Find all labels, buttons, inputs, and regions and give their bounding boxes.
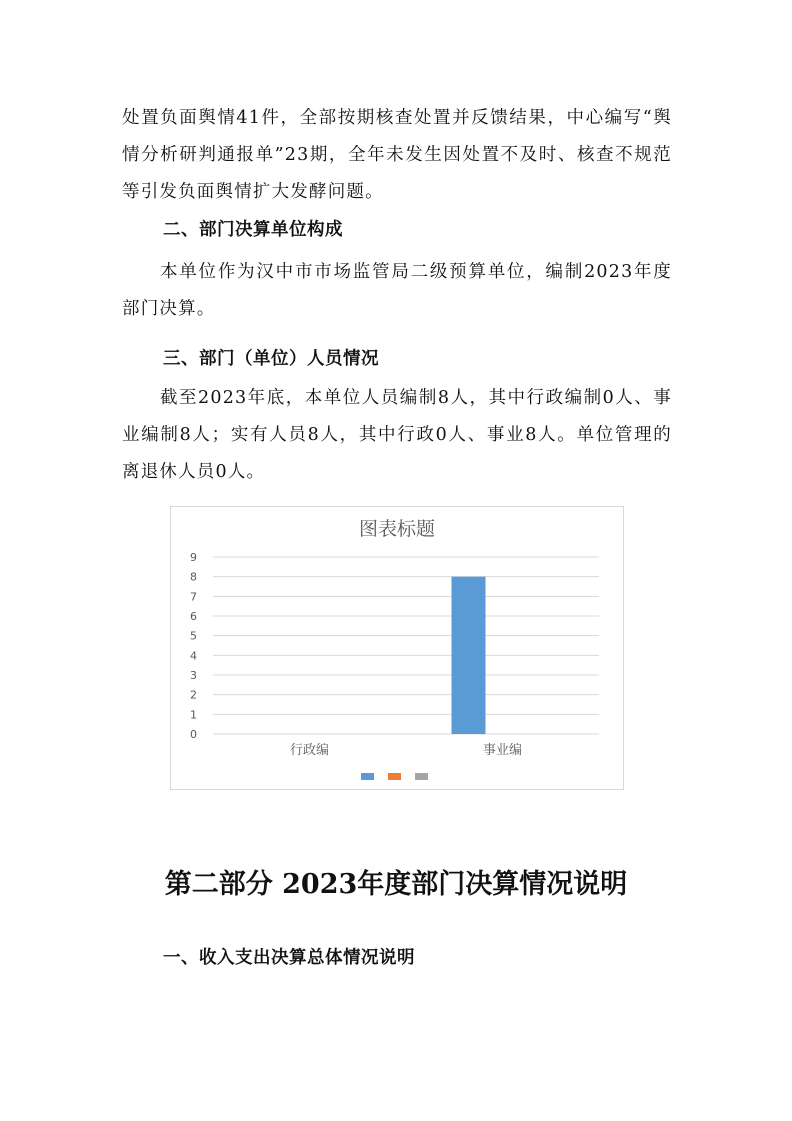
section3-heading: 三、部门（单位）人员情况 [163, 349, 379, 369]
y-tick-label: 0 [190, 728, 197, 741]
y-tick-label: 8 [190, 570, 197, 584]
y-tick-label: 2 [190, 688, 197, 702]
staff-paragraph: 截至2023年底，本单位人员编制8人，其中行政编制0人、事业编制8人；实有人员8人，其中行政0人、事业8人。单位管理的离退休人员0人。 [122, 388, 672, 482]
bar [452, 577, 486, 734]
y-tick-label: 6 [190, 610, 197, 623]
part2-sub1-heading: 一、收入支出决算总体情况说明 [163, 948, 415, 968]
staff-chart [170, 506, 624, 790]
y-tick-label: 9 [190, 551, 197, 564]
legend-swatch [388, 773, 401, 780]
intro-paragraph: 处置负面舆情41件，全部按期核查处置并反馈结果，中心编写“舆情分析研判通报单”23期，全年未发生因处置不及时、核查不规范等引发负面舆情扩大发酵问题。 [122, 108, 672, 202]
composition-paragraph: 本单位作为汉中市市场监管局二级预算单位，编制2023年度部门决算。 [122, 262, 672, 319]
y-tick-label: 4 [190, 649, 197, 663]
x-category-label: 行政编 [289, 743, 330, 758]
chart-title: 图表标题 [358, 518, 436, 540]
x-category-label: 事业编 [482, 743, 523, 758]
part2-title: 第二部分 2023年度部门决算情况说明 [164, 869, 628, 900]
y-tick-label: 5 [190, 629, 197, 643]
y-tick-label: 1 [190, 708, 197, 722]
section2-heading: 二、部门决算单位构成 [163, 220, 343, 240]
legend-swatch [415, 773, 428, 780]
legend-swatch [361, 773, 374, 780]
y-tick-label: 3 [190, 669, 197, 682]
chart-canvas [171, 507, 623, 789]
y-tick-label: 7 [190, 590, 197, 604]
